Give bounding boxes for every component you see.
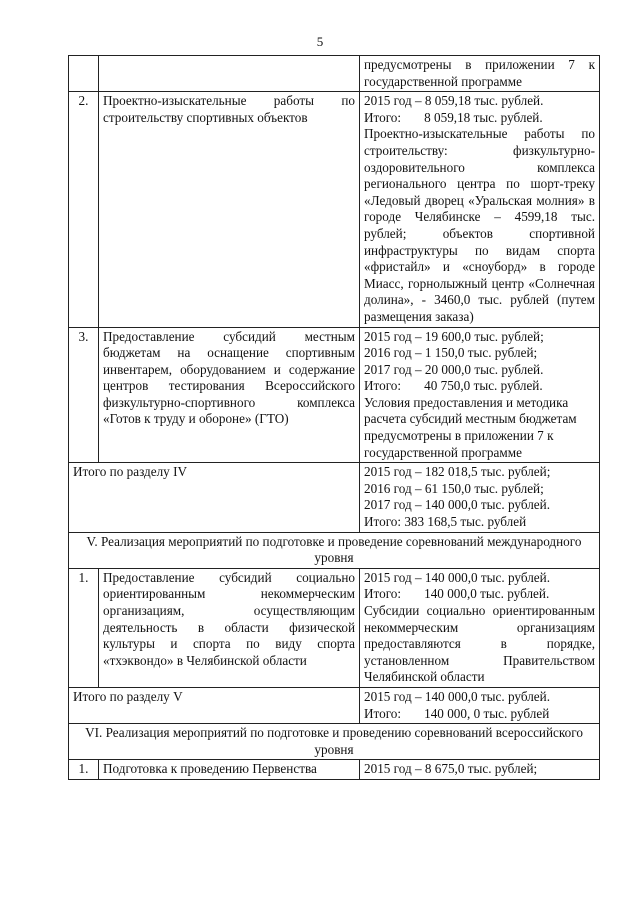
funding-line: 2015 год – 140 000,0 тыс. рублей. xyxy=(364,569,550,585)
activity-name: Предоставление субсидий местным бюджетам на оснащение спортивным инвентарем, оборудованием и содержание центров тестирования Всероссийского физкультурно-спортивного комплекса «Готов к труду и обороне» (ГТО) xyxy=(99,327,360,463)
row-number: 1. xyxy=(69,568,99,687)
funding-line: 2015 год – 140 000,0 тыс. рублей. xyxy=(364,688,550,704)
funding-info xyxy=(360,760,600,780)
activity-name: Предоставление субсидий социально ориентированным некоммерческим организациям, осуществляющим деятельность в области физической культуры и спорта по виду спорта «тхэквондо» в Челябинской области xyxy=(99,568,360,687)
table-row xyxy=(69,92,600,327)
funding-total: Итого: 8 059,18 тыс. рублей. xyxy=(364,109,543,125)
table-row xyxy=(69,760,600,780)
funding-line: 2017 год – 140 000,0 тыс. рублей. xyxy=(364,497,550,513)
section-title: V. Реализация мероприятий по подготовке и проведение соревнований международного уровня xyxy=(69,532,600,568)
funding-line: 2015 год – 182 018,5 тыс. рублей; xyxy=(364,464,551,480)
table-row xyxy=(69,568,600,687)
page-number: 5 xyxy=(316,34,324,49)
funding-info xyxy=(360,463,600,532)
funding-line: 2015 год – 8 059,18 тыс. рублей. xyxy=(364,93,544,109)
funding-info xyxy=(360,568,600,687)
activity-name: Подготовка к проведению Первенства xyxy=(99,760,360,780)
section-total-row xyxy=(69,463,600,532)
program-table xyxy=(68,55,600,780)
funding-note: Субсидии социально ориентированным некоммерческим организациям предоставляются в порядке, установленном Правительством Челябинской области xyxy=(364,603,595,685)
funding-total: Итого: 140 000,0 тыс. рублей. xyxy=(364,586,550,602)
row-number: 2. xyxy=(69,92,99,327)
funding-line: государственной программе xyxy=(364,73,522,89)
row-number xyxy=(69,56,99,92)
funding-line: 2017 год – 20 000,0 тыс. рублей. xyxy=(364,361,544,377)
section-title: VI. Реализация мероприятий по подготовке и проведению соревнований всероссийского уровня xyxy=(69,724,600,760)
table-row xyxy=(69,327,600,463)
table-row xyxy=(69,56,600,92)
funding-note: Проектно-изыскательные работы по строительству: физкультурно-оздоровительного комплекса регионального центра по шорт-треку «Ледовый дворец «Уральская молния» в городе Челябинске – 4599,18 тыс. рублей; объектов спортивной инфраструктуры по видам спорта «фристайл» и «сноуборд» в городе Миасс, горнолыжный центр «Солнечная долина», - 3460,0 тыс. рублей (путем размещения заказа) xyxy=(364,126,595,324)
section-total-row xyxy=(69,687,600,723)
row-number: 3. xyxy=(69,327,99,463)
funding-info xyxy=(360,92,600,327)
funding-line: 2015 год – 8 675,0 тыс. рублей; xyxy=(364,761,538,777)
funding-info xyxy=(360,687,600,723)
funding-info xyxy=(360,327,600,463)
activity-name xyxy=(99,56,360,92)
activity-name: Проектно-изыскательные работы по строительству спортивных объектов xyxy=(99,92,360,327)
section-total-label: Итого по разделу V xyxy=(69,687,360,723)
funding-total: Итого: 40 750,0 тыс. рублей. xyxy=(364,378,543,394)
funding-line: предусмотрены в приложении 7 к xyxy=(364,57,595,72)
funding-info xyxy=(360,56,600,92)
funding-total: Итого: 383 168,5 тыс. рублей xyxy=(364,514,527,530)
section-header-row xyxy=(69,724,600,760)
funding-note: Условия предоставления и методика расчета субсидий местным бюджетам предусмотрены в приложении 7 к государственной программе xyxy=(364,394,577,460)
funding-line: 2015 год – 19 600,0 тыс. рублей; xyxy=(364,328,544,344)
section-header-row xyxy=(69,532,600,568)
funding-line: 2016 год – 61 150,0 тыс. рублей; xyxy=(364,480,544,496)
funding-total: Итого: 140 000, 0 тыс. рублей xyxy=(364,705,550,721)
row-number: 1. xyxy=(69,760,99,780)
funding-line: 2016 год – 1 150,0 тыс. рублей; xyxy=(364,345,538,361)
section-total-label: Итого по разделу IV xyxy=(69,463,360,532)
